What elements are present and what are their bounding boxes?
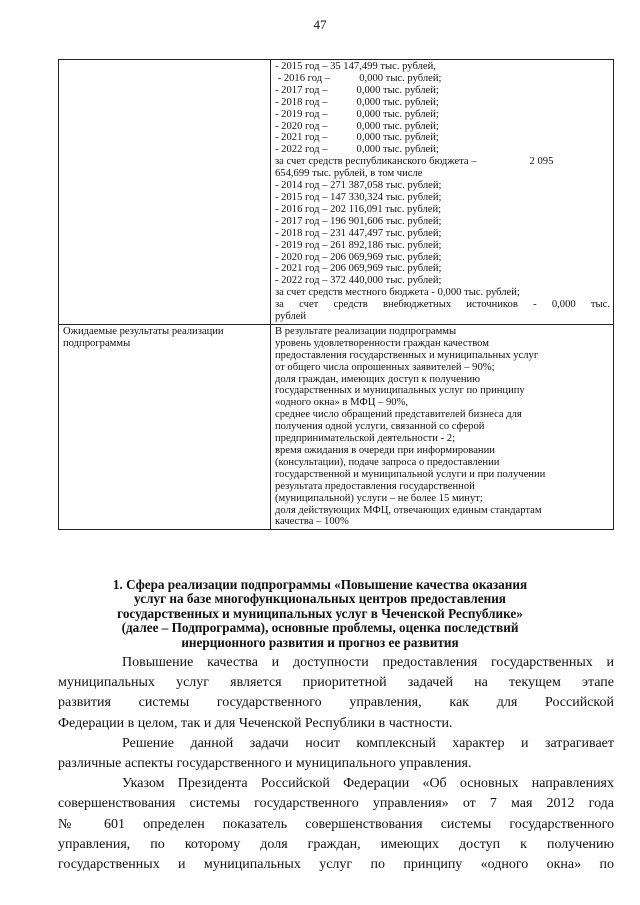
funding-cell	[271, 60, 614, 325]
cell-line: - 2017 год – 0,000 тыс. рублей;	[275, 84, 439, 96]
cell-line: - 2021 год – 206 069,969 тыс. рублей;	[275, 263, 442, 275]
cell-line: - 2020 год – 206 069,969 тыс. рублей;	[275, 251, 442, 263]
cell-line: доля действующих МФЦ, отвечающих единым стандартам	[275, 504, 542, 516]
heading-line: государственных и муниципальных услуг в Чеченской Республике»	[117, 605, 523, 621]
cell-line: - 2022 год – 372 440,000 тыс. рублей;	[275, 275, 442, 287]
paragraph-line: совершенствования системы государственного управления» от 7 мая 2012 года	[58, 796, 614, 812]
cell-line: результата предоставления государственной	[275, 480, 475, 492]
heading-line: инерционного развития и прогноз ее развития	[181, 634, 459, 650]
heading-line: 1. Сфера реализации подпрограммы «Повышение качества оказания	[112, 577, 528, 592]
paragraph-line: Повышение качества и доступности предоставления государственных и	[122, 655, 614, 670]
cell-line: за счет средств внебюджетных источников - 0,000 тыс.	[275, 299, 610, 311]
cell-line: (консультации), подаче запроса о предоставлении	[275, 456, 500, 468]
cell-line: рублей	[275, 311, 307, 323]
cell-line: - 2018 год – 0,000 тыс. рублей;	[275, 96, 439, 108]
cell-line: - 2016 год – 0,000 тыс. рублей;	[275, 72, 442, 84]
body-text	[58, 653, 614, 875]
cell-line: «одного окна» в МФЦ – 90%,	[275, 397, 409, 409]
cell-line: предоставления государственных и муниципальных услуг	[275, 349, 539, 361]
paragraph-line: развития системы государственного управления, как для Российской	[58, 695, 614, 711]
cell-line: среднее число обращений представителей бизнеса для	[275, 409, 522, 421]
paragraph-line: Решение данной задачи носит комплексный характер и затрагивает	[122, 735, 614, 751]
cell-line: 654,699 тыс. рублей, в том числе	[275, 168, 423, 180]
cell-line: - 2022 год – 0,000 тыс. рублей;	[275, 144, 439, 156]
heading-line: услуг на базе многофункциональных центров предоставления	[134, 591, 506, 607]
paragraph-line: управления, по которому доля граждан, имеющих доступ к получению	[58, 836, 614, 852]
cell-line: - 2017 год – 196 901,606 тыс. рублей;	[275, 215, 442, 227]
cell-line: государственной и муниципальной услуги и при получении	[275, 468, 546, 480]
paragraph-line: муниципальных услуг является приоритетной задачей на текущем этапе	[58, 675, 614, 691]
cell-line: - 2018 год – 231 447,497 тыс. рублей;	[275, 227, 442, 239]
cell-line: - 2021 год – 0,000 тыс. рублей;	[275, 132, 439, 144]
cell-line: за счет средств местного бюджета - 0,000 тыс. рублей;	[275, 287, 520, 299]
cell-line: получения одной услуги, связанной со сферой	[275, 421, 485, 433]
cell-line: - 2020 год – 0,000 тыс. рублей;	[275, 120, 439, 132]
cell-line: за счет средств республиканского бюджета – 2 095	[275, 156, 554, 168]
table-cell-empty	[59, 60, 271, 325]
cell-line: уровень удовлетворенности граждан качеством	[275, 337, 489, 349]
cell-line: - 2014 год – 271 387,058 тыс. рублей;	[275, 180, 442, 192]
paragraph-line: № 601 определен показатель совершенствования системы государственного	[58, 816, 614, 832]
cell-line: - 2019 год – 0,000 тыс. рублей;	[275, 108, 439, 120]
cell-line: предпринимательской деятельности - 2;	[275, 433, 456, 445]
cell-line: - 2016 год – 202 116,091 тыс. рублей;	[275, 203, 442, 215]
heading-line: (далее – Подпрограмма), основные проблемы, оценка последствий	[121, 620, 519, 636]
results-label-cell	[59, 324, 271, 529]
paragraph-line: различные аспекты государственного и муниципального управления.	[58, 756, 472, 772]
passport-table	[58, 59, 614, 530]
cell-line: - 2015 год – 147 330,324 тыс. рублей;	[275, 191, 442, 203]
table-row	[59, 324, 614, 529]
paragraph-line: Указом Президента Российской Федерации «Об основных направлениях	[122, 776, 614, 792]
cell-line: государственных и муниципальных услуг по принципу	[275, 385, 525, 397]
cell-line: (муниципальной) услуги – не более 15 минут;	[275, 492, 483, 504]
cell-line: подпрограммы	[63, 337, 131, 349]
cell-line: В результате реализации подпрограммы	[275, 325, 457, 337]
cell-line: качества – 100%	[275, 516, 349, 528]
cell-line: время ожидания в очереди при информировании	[275, 445, 495, 456]
paragraph-line: Федерации в целом, так и для Чеченской Республики в частности.	[58, 715, 453, 731]
cell-line: - 2015 год – 35 147,499 тыс. рублей,	[275, 61, 436, 72]
table-row	[59, 60, 614, 325]
page-number: 47	[313, 17, 327, 32]
results-value-cell	[271, 324, 614, 529]
cell-line: Ожидаемые результаты реализации	[63, 325, 224, 337]
section-heading	[68, 578, 572, 650]
cell-line: доля граждан, имеющих доступ к получению	[275, 373, 481, 385]
cell-line: - 2019 год – 261 892,186 тыс. рублей;	[275, 239, 442, 251]
cell-line: от общего числа опрошенных заявителей – 90%;	[275, 361, 495, 373]
paragraph-line: государственных и муниципальных услуг по принципу «одного окна» по	[58, 857, 614, 873]
